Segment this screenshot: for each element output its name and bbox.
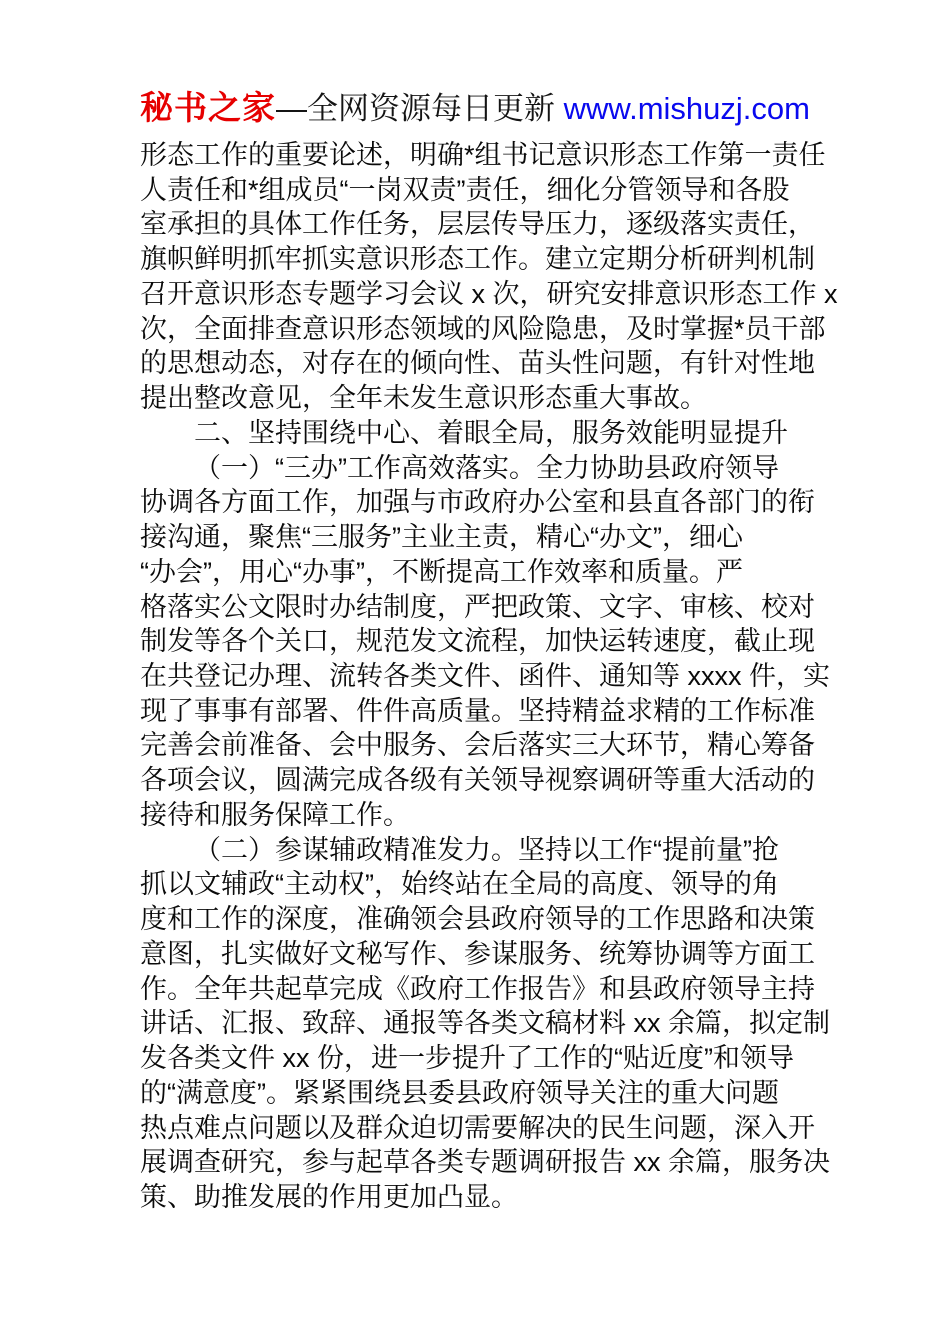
section-heading: 二、坚持围绕中心、着眼全局，服务效能明显提升 <box>194 417 788 448</box>
text-line: “办会”，用心“办事”，不断提高工作效率和质量。严 <box>140 556 743 587</box>
text-line: 的思想动态，对存在的倾向性、苗头性问题，有针对性地 <box>140 348 815 379</box>
text-line: 抓以文辅政“主动权”，始终站在全局的高度、领导的角 <box>140 869 779 900</box>
text-line: 在共登记办理、流转各类文件、函件、通知等 xxxx 件，实 <box>140 661 831 692</box>
paragraph-start-line: （一）“三办”工作高效落实。全力协助县政府领导 <box>194 452 779 483</box>
text-line: 接沟通，聚焦“三服务”主业主责，精心“办文”，细心 <box>140 522 743 553</box>
text-line: 接待和服务保障工作。 <box>140 799 410 830</box>
paragraph-start-line: （二）参谋辅政精准发力。坚持以工作“提前量”抢 <box>194 834 779 865</box>
text-line: 格落实公文限时办结制度，严把政策、文字、审核、校对 <box>140 591 815 622</box>
text-line: 作。全年共起草完成《政府工作报告》和县政府领导主持 <box>140 973 815 1004</box>
site-url-link[interactable]: www.mishuzj.com <box>563 91 810 126</box>
site-brand: 秘书之家 <box>140 89 277 126</box>
text-line: 讲话、汇报、致辞、通报等各类文稿材料 xx 余篇，拟定制 <box>140 1008 831 1039</box>
text-line: 完善会前准备、会中服务、会后落实三大环节，精心筹备 <box>140 730 815 761</box>
text-line: 发各类文件 xx 份，进一步提升了工作的“贴近度”和领导 <box>140 1043 794 1074</box>
text-line: 次，全面排查意识形态领域的风险隐患，及时掌握*员干部 <box>140 313 826 344</box>
text-line: 各项会议，圆满完成各级有关领导视察调研等重大活动的 <box>140 765 815 796</box>
text-line: 制发等各个关口，规范发文流程，加快运转速度，截止现 <box>140 626 815 657</box>
text-line: 度和工作的深度，准确领会县政府领导的工作思路和决策 <box>140 904 815 935</box>
text-line: 热点难点问题以及群众迫切需要解决的民生问题，深入开 <box>140 1112 815 1143</box>
text-line: 策、助推发展的作用更加凸显。 <box>140 1182 518 1213</box>
text-line: 意图，扎实做好文秘写作、参谋服务、统筹协调等方面工 <box>140 938 815 969</box>
site-header <box>0 82 950 129</box>
text-line: 形态工作的重要论述，明确*组书记意识形态工作第一责任 <box>140 140 826 170</box>
site-tagline: —全网资源每日更新 <box>276 91 564 126</box>
text-line: 现了事事有部署、件件高质量。坚持精益求精的工作标准 <box>140 695 815 726</box>
text-line: 室承担的具体工作任务，层层传导压力，逐级落实责任， <box>140 209 815 240</box>
text-line: 召开意识形态专题学习会议 x 次，研究安排意识形态工作 x <box>140 278 838 309</box>
text-line: 旗帜鲜明抓牢抓实意识形态工作。建立定期分析研判机制 <box>140 244 815 275</box>
text-line: 的“满意度”。紧紧围绕县委县政府领导关注的重大问题 <box>140 1077 779 1108</box>
text-line: 展调查研究，参与起草各类专题调研报告 xx 余篇，服务决 <box>140 1147 831 1178</box>
text-line: 协调各方面工作，加强与市政府办公室和县直各部门的衔 <box>140 487 815 518</box>
text-line: 提出整改意见，全年未发生意识形态重大事故。 <box>140 383 707 414</box>
document-body <box>140 138 838 1215</box>
text-line: 人责任和*组成员“一岗双责”责任，细化分管领导和各股 <box>140 174 790 205</box>
